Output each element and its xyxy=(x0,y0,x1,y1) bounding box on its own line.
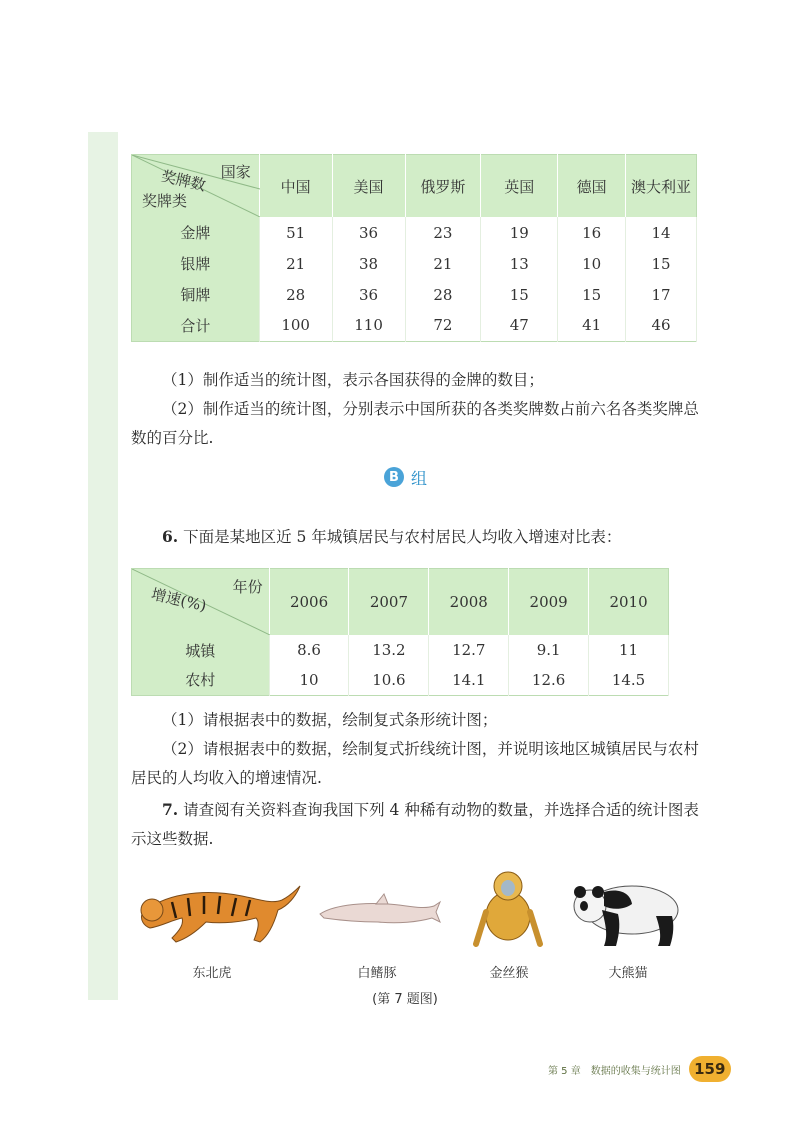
table-cell: 16 xyxy=(558,217,626,248)
table-cell: 12.6 xyxy=(509,665,589,695)
medal-table-header xyxy=(132,155,697,218)
row-label: 铜牌 xyxy=(132,279,260,310)
year-header: 2007 xyxy=(349,569,429,636)
table-row xyxy=(132,217,697,248)
table-cell: 15 xyxy=(626,248,697,279)
year-header: 2008 xyxy=(429,569,509,636)
table-row xyxy=(132,279,697,310)
table-cell: 36 xyxy=(332,279,405,310)
panda-image xyxy=(568,870,688,950)
row-label: 银牌 xyxy=(132,248,260,279)
table-cell: 47 xyxy=(481,310,558,341)
table-row xyxy=(132,635,669,665)
page-number: 159 xyxy=(689,1056,731,1082)
table-cell: 72 xyxy=(405,310,481,341)
country-header: 俄罗斯 xyxy=(405,155,481,218)
dolphin-image xyxy=(318,892,442,932)
table-cell: 19 xyxy=(481,217,558,248)
animal-label: 大熊猫 xyxy=(608,966,648,981)
table-cell: 14.5 xyxy=(589,665,669,695)
row-label: 农村 xyxy=(132,665,270,695)
table-cell: 110 xyxy=(332,310,405,341)
golden-monkey-image xyxy=(470,868,546,948)
table-cell: 14.1 xyxy=(429,665,509,695)
corner-medal-type-label: 奖牌类 xyxy=(142,192,188,210)
q5-item-1: （1）制作适当的统计图，表示各国获得的金牌的数目； xyxy=(162,371,544,389)
animal-label: 白鳍豚 xyxy=(357,966,397,981)
table-cell: 13 xyxy=(481,248,558,279)
side-strip xyxy=(88,132,118,1000)
table-cell: 17 xyxy=(626,279,697,310)
table-cell: 10 xyxy=(558,248,626,279)
table-cell: 36 xyxy=(332,217,405,248)
q6-item-1: （1）请根据表中的数据，绘制复式条形统计图； xyxy=(162,711,498,729)
table-cell: 51 xyxy=(259,217,332,248)
medal-table xyxy=(131,154,697,342)
country-header: 美国 xyxy=(332,155,405,218)
row-label: 合计 xyxy=(132,310,260,341)
medal-table-corner xyxy=(132,155,260,218)
table-cell: 21 xyxy=(259,248,332,279)
q6-body: 下面是某地区近 5 年城镇居民与农村居民人均收入增速对比表： xyxy=(183,528,622,546)
corner-medal-count-label: 奖牌数 xyxy=(159,166,208,195)
year-header: 2009 xyxy=(509,569,589,636)
table-cell: 21 xyxy=(405,248,481,279)
q6-text xyxy=(131,522,701,552)
table-cell: 10.6 xyxy=(349,665,429,695)
year-header: 2006 xyxy=(269,569,349,636)
q6-item-2: （2）请根据表中的数据，绘制复式折线统计图，并说明该地区城镇居民与农村居民的人均收入的增速情况. xyxy=(131,740,699,787)
corner-year-label: 年份 xyxy=(232,578,263,596)
country-header: 德国 xyxy=(558,155,626,218)
growth-table-header xyxy=(132,569,669,636)
year-header: 2010 xyxy=(589,569,669,636)
table-cell: 28 xyxy=(405,279,481,310)
table-cell: 15 xyxy=(558,279,626,310)
q6-number: 6. xyxy=(162,527,179,546)
table-cell: 14 xyxy=(626,217,697,248)
table-cell: 13.2 xyxy=(349,635,429,665)
table-row xyxy=(132,310,697,341)
country-header: 中国 xyxy=(259,155,332,218)
tiger-image xyxy=(132,866,302,946)
animal-label: 东北虎 xyxy=(192,966,232,981)
table-row xyxy=(132,665,669,695)
table-cell: 11 xyxy=(589,635,669,665)
q7-body: 请查阅有关资料查询我国下列 4 种稀有动物的数量，并选择合适的统计图表示这些数据. xyxy=(131,801,699,848)
table-cell: 10 xyxy=(269,665,349,695)
chapter-title: 第 5 章 数据的收集与统计图 xyxy=(548,1065,681,1077)
table-cell: 12.7 xyxy=(429,635,509,665)
q7-number: 7. xyxy=(162,800,179,819)
table-cell: 46 xyxy=(626,310,697,341)
q5-item-2: （2）制作适当的统计图，分别表示中国所获的各类奖牌数占前六名各类奖牌总数的百分比. xyxy=(131,400,699,447)
table-cell: 28 xyxy=(259,279,332,310)
table-cell: 15 xyxy=(481,279,558,310)
figure-caption: (第 7 题图) xyxy=(372,992,438,1007)
page-footer xyxy=(548,1055,731,1083)
table-cell: 9.1 xyxy=(509,635,589,665)
row-label: 金牌 xyxy=(132,217,260,248)
table-cell: 38 xyxy=(332,248,405,279)
group-badge: B xyxy=(384,467,404,487)
table-cell: 100 xyxy=(259,310,332,341)
growth-table xyxy=(131,568,669,696)
corner-country-label: 国家 xyxy=(220,163,251,181)
animal-label: 金丝猴 xyxy=(489,966,529,981)
group-title xyxy=(384,466,427,488)
corner-growth-label: 增速(%) xyxy=(149,584,209,616)
row-label: 城镇 xyxy=(132,635,270,665)
country-header: 澳大利亚 xyxy=(626,155,697,218)
table-cell: 8.6 xyxy=(269,635,349,665)
growth-table-corner xyxy=(132,569,270,636)
table-cell: 23 xyxy=(405,217,481,248)
q7-text xyxy=(131,795,701,854)
country-header: 英国 xyxy=(481,155,558,218)
group-label: 组 xyxy=(411,468,428,488)
table-cell: 41 xyxy=(558,310,626,341)
table-row xyxy=(132,248,697,279)
